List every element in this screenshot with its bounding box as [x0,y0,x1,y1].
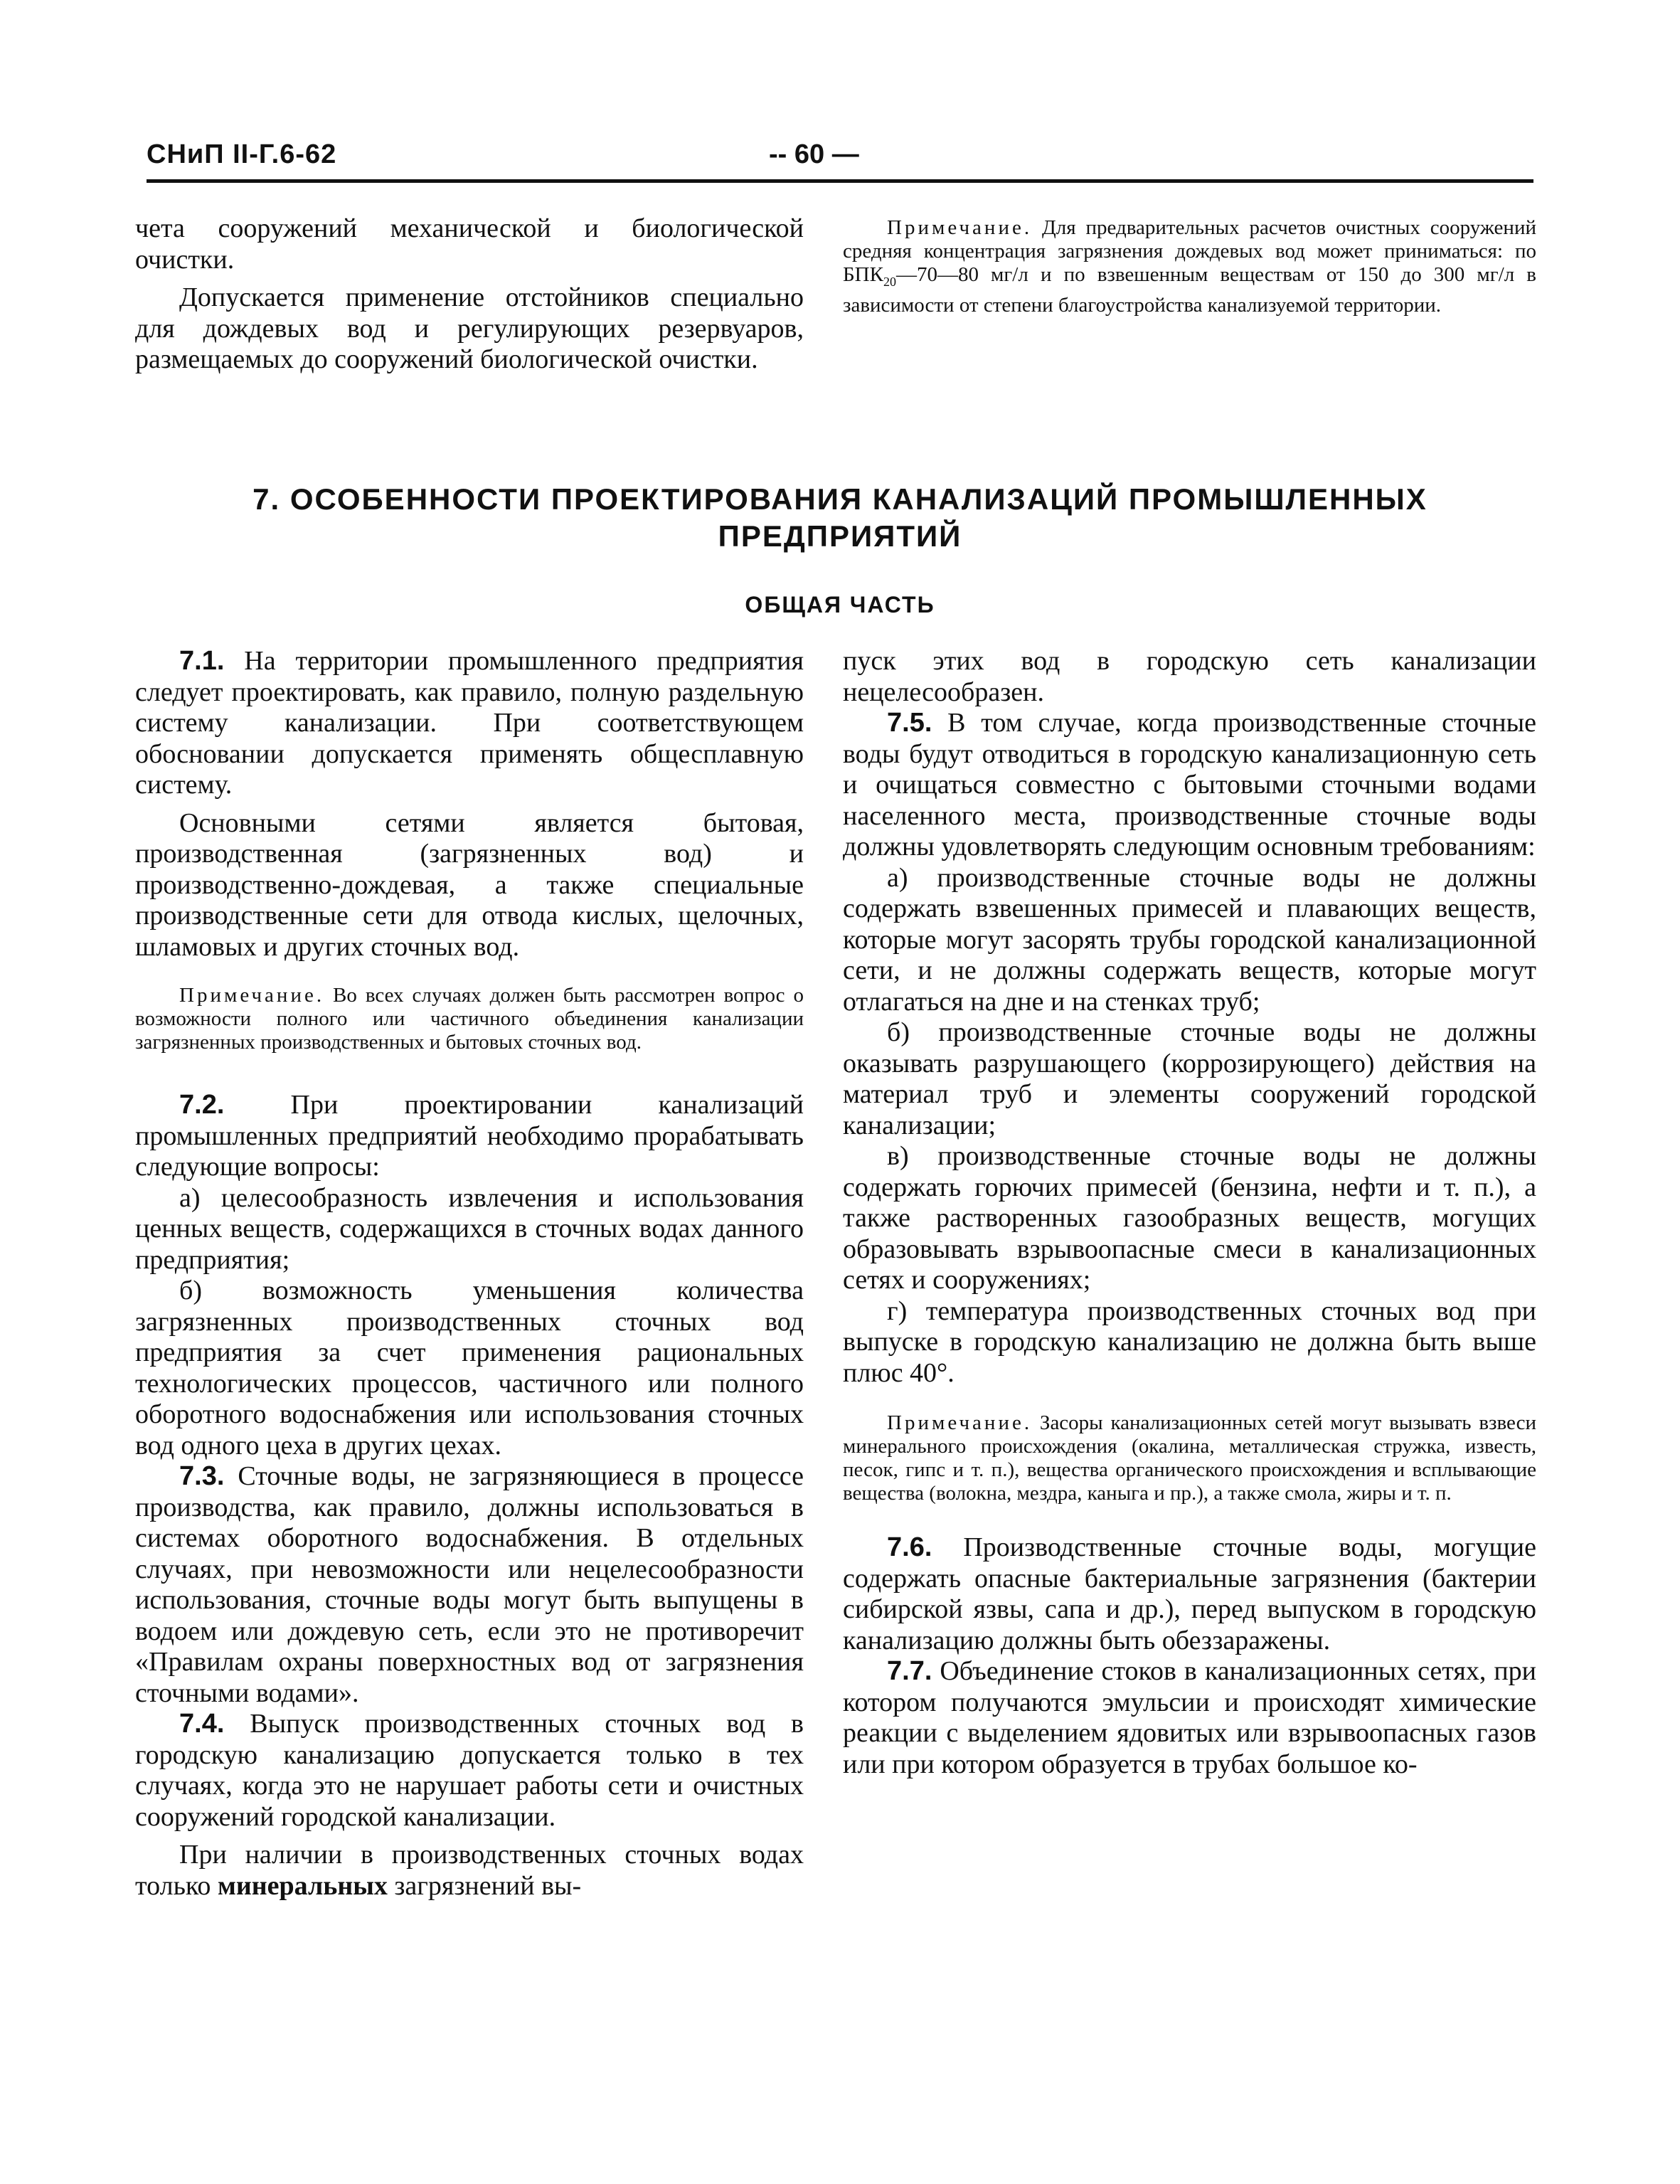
paragraph-text: загрязнений вы- [387,1870,582,1901]
note-label: Примечание. [887,216,1033,239]
page-number: -- 60 — [769,139,859,169]
paragraph-number: 7.2. [179,1090,225,1120]
paragraph-text: Сточные воды, не загрязняющиеся в процессе производства, как правило, должны использоваться в системах оборотного водоснабжения. В отдельных случаях, при невозможности или нецелесообразности использования, сточные воды могут быть выпущены в водоем или дождевую сеть, если это не противоречит «Правилам охраны поверхностных вод от загрязнения сточными водами». [135,1461,804,1708]
paragraph-number: 7.3. [179,1461,225,1491]
paragraph-7-5 [843,708,1536,863]
paragraph-text: При наличии в производственных сточных водах только [135,1840,804,1901]
note-text: Во всех случаях должен быть рассмотрен вопрос о возможности полного или частичного объединения канализации загрязненных производственных и бытовых сточных вод. [135,984,804,1054]
paragraph-text: Производственные сточные воды, могущие содержать опасные бактериальные загрязнения (бактерии сибирской язвы, сапа и др.), перед выпуском в городскую канализацию должны быть обеззаражены. [843,1532,1536,1655]
paragraph-7-1-networks: Основными сетями является бытовая, производственная (загрязненных вод) и производственно-дождевая, а также специальные производственные сети для отвода кислых, щелочных, шламовых и других сточных вод. [135,807,804,962]
section-title-line2: ПРЕДПРИЯТИЙ [718,519,962,553]
section-title-line1: 7. ОСОБЕННОСТИ ПРОЕКТИРОВАНИЯ КАНАЛИЗАЦИЙ ПРОМЫШЛЕННЫХ [252,482,1428,516]
paragraph-7-5-b: б) производственные сточные воды не должны оказывать разрушающего (коррозирующего) действия на материал труб и элементы сооружений городской канализации; [843,1017,1536,1140]
paragraph-text: Объединение стоков в канализационных сетях, при котором получаются эмульсии и происходят химические реакции с выделением ядовитых или взрывоопасных газов или при котором образуется в трубах большое ко- [843,1656,1536,1779]
note-text: Для предварительных расчетов очистных сооружений средняя концентрация загрязнения дождевых вод может приниматься: по БПК [843,216,1536,286]
paragraph-text: В том случае, когда производственные сточные воды будут отводиться в городскую канализационную сеть и очищаться совместно с бытовыми сточными водами населенного места, производственные сточные воды должны удовлетворять следующим основным требованиям: [843,708,1536,862]
top-right-column [843,216,1536,317]
paragraph-number: 7.1. [179,646,225,676]
paragraph-number: 7.7. [887,1656,932,1686]
paragraph-7-4-cont: пуск этих вод в городскую сеть канализации нецелесообразен. [843,646,1536,707]
paragraph-7-5-c: в) производственные сточные воды не должны содержать горючих примесей (бензина, нефти и т. п.), а также растворенных газообразных веществ, могущих образовывать взрывоопасные смеси в канализационных сетях и сооружениях; [843,1141,1536,1295]
note-rainwater [843,216,1536,317]
paragraph-7-2-a: а) целесообразность извлечения и использования ценных веществ, содержащихся в сточных водах данного предприятия; [135,1182,804,1275]
note-combining [135,984,804,1054]
note-blockages [843,1411,1536,1505]
note-subscript: 20 [883,274,896,289]
paragraph-7-2 [135,1090,804,1183]
paragraph-7-2-b: б) возможность уменьшения количества загрязненных производственных сточных вод предприятия за счет применения рациональных технологических процессов, частичного или полного оборотного водоснабжения или использования сточных вод одного цеха в других цехах. [135,1276,804,1461]
top-left-column [135,213,804,376]
paragraph-7-7 [843,1656,1536,1780]
note-label: Примечание. [887,1411,1033,1434]
paragraph-settling-tanks: Допускается применение отстойников специально для дождевых вод и регулирующих резервуаров, размещаемых до сооружений биологической очистки. [135,282,804,374]
document-code: СНиП II-Г.6-62 [147,139,337,169]
left-column [135,646,804,1902]
note-text: Засоры канализационных сетей могут вызывать взвеси минерального происхождения (окалина, металлическая стружка, известь, песок, гипс и т. п.), вещества органического происхождения и всплывающие вещества (волокна, мездра, каныга и пр.), а также смола, жиры и т. п. [843,1411,1536,1505]
paragraph-7-5-a: а) производственные сточные воды не должны содержать взвешенных примесей и плавающих веществ, которые могут засорять трубы городской канализационной сети, и не должны содержать веществ, которые могут отлагаться на дне и на стенках труб; [843,862,1536,1017]
paragraph-number: 7.6. [887,1532,932,1562]
paragraph-7-1 [135,646,804,801]
paragraph-text: Выпуск производственных сточных вод в городскую канализацию допускается только в тех случаях, когда это не нарушает работы сети и очистных сооружений городской канализации. [135,1709,804,1832]
note-text-cont: —70—80 мг/л и по взвешенным веществам от 150 до 300 мг/л в зависимости от степени благоустройства канализуемой территории. [843,263,1536,317]
paragraph-text: При проектировании канализаций промышленных предприятий необходимо прорабатывать следующие вопросы: [135,1090,804,1182]
note-label: Примечание. [179,984,325,1007]
section-subtitle: ОБЩАЯ ЧАСТЬ [745,592,935,617]
emphasis-mineral: минеральных [217,1870,388,1901]
paragraph-continuation: чета сооружений механической и биологической очистки. [135,213,804,275]
paragraph-7-4-mineral [135,1840,804,1902]
paragraph-7-5-d: г) температура производственных сточных вод при выпуске в городскую канализацию не должна быть выше плюс 40°. [843,1295,1536,1388]
paragraph-number: 7.5. [887,708,932,738]
section-title [147,481,1533,555]
paragraph-text: На территории промышленного предприятия следует проектировать, как правило, полную раздельную систему канализации. При соответствующем обосновании допускается применять общесплавную систему. [135,646,804,800]
paragraph-7-6 [843,1532,1536,1656]
right-column [843,646,1536,1780]
paragraph-number: 7.4. [179,1709,225,1739]
page-header [147,139,1533,183]
paragraph-7-3 [135,1461,804,1709]
paragraph-7-4 [135,1709,804,1833]
